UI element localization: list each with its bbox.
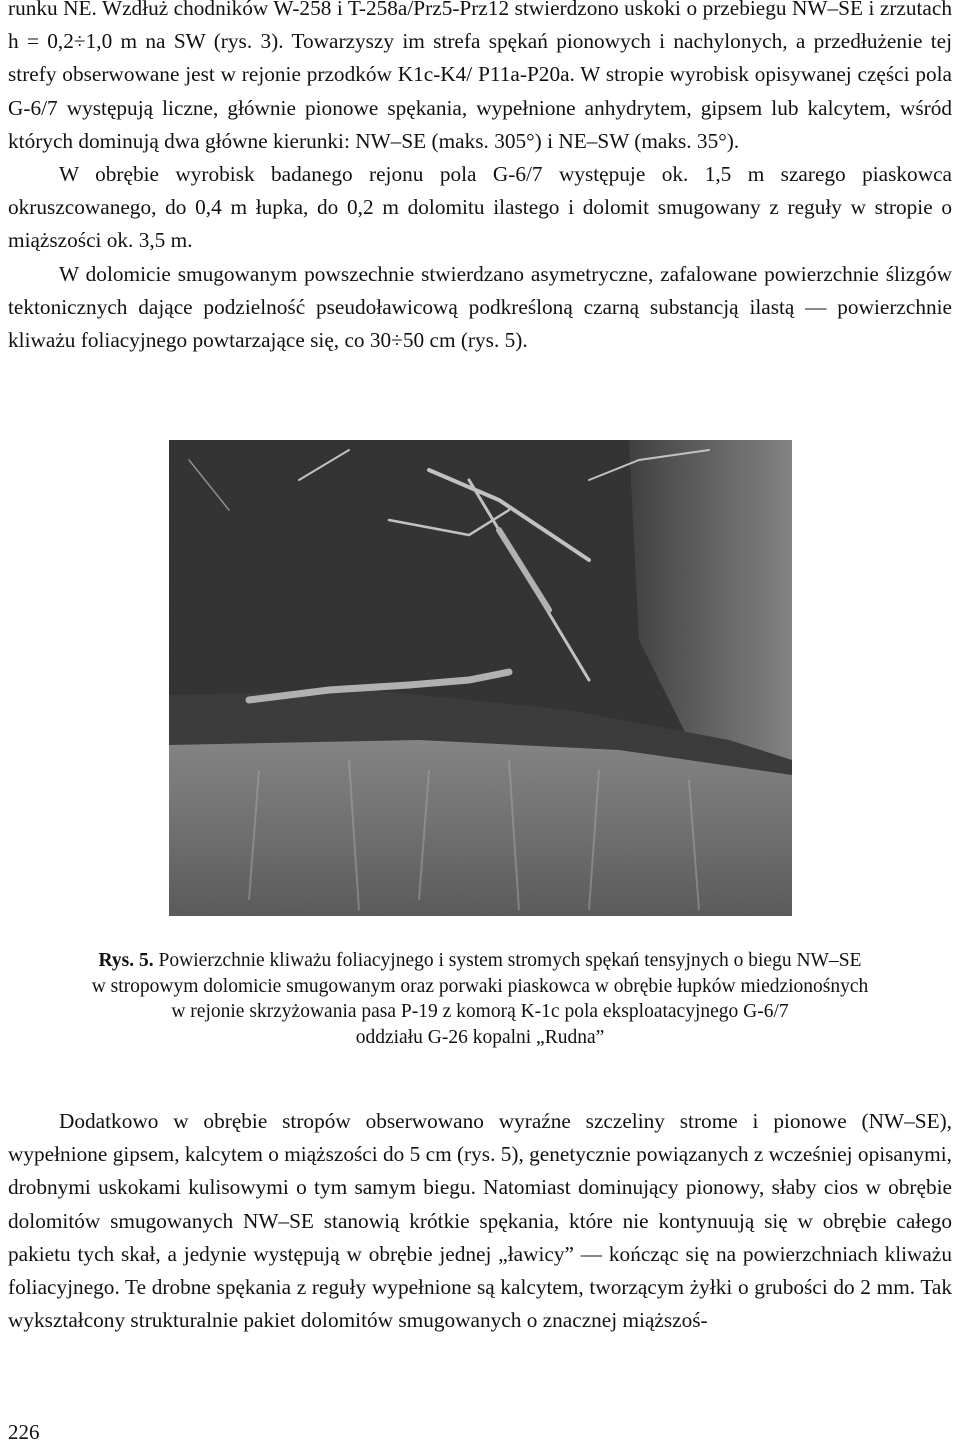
text-line: dwa główne kierunki: NW–SE (maks. 305°) i NE–SW (maks. 35°).	[164, 128, 740, 153]
page-number: 226	[8, 1420, 40, 1444]
text-block-bottom	[8, 1105, 952, 1337]
text-line: pionowe spękania, wypełnione anhydrytem, gipsem lub kalcytem, wśród których dominują	[8, 95, 952, 153]
paragraph: W dolomicie smugowanym powszechnie stwierdzano asymetryczne, zafalowane powierzchnie ślizgów tektonicznych dające podzielność pseudoławicową podkreśloną czarną substancją ilastą — powierzchnie kliważu foliacyjnego powtarzające się, co 30÷50 cm (rys. 5).	[8, 261, 952, 353]
caption-line: Powierzchnie kliważu foliacyjnego i system stromych spękań tensyjnych o biegu NW–SE	[158, 950, 862, 971]
text-block-top	[8, 0, 952, 357]
paragraph: W obrębie wyrobisk badanego rejonu pola G-6/7 występuje ok. 1,5 m szarego piaskowca okruszcowanego, do 0,4 m łupka, do 0,2 m dolomitu ilastego i dolomit smugowany z reguły w stropie o miąższości ok. 3,5 m.	[8, 162, 952, 253]
text-line: runku NE. Wzdłuż chodników W-258 i T-258a/Prz5-Prz12 stwierdzono uskoki o przebiegu	[8, 0, 787, 20]
paragraph-continued	[8, 0, 952, 158]
rock-photo-graphic	[169, 440, 792, 916]
figure-caption	[8, 948, 952, 1050]
text-line: i nachylonych, a przedłużenie tej strefy obserwowane jest w rejonie przodków K1c-K4/	[8, 29, 953, 87]
caption-line: w rejonie skrzyżowania pasa P-19 z komorą K-1c pola eksploatacyjnego G-6/7	[171, 1001, 789, 1023]
caption-line: w stropowym dolomicie smugowanym oraz porwaki piaskowca w obrębie łupków miedzionośnych	[91, 975, 869, 997]
paragraph: Dodatkowo w obrębie stropów obserwowano wyraźne szczeliny strome i pionowe (NW–SE), wypełnione gipsem, kalcytem o miąższości do 5 cm (rys. 5), genetycznie powiązanych z wcześniej opisanymi, drobnymi uskokami kulisowymi o tym samym biegu. Natomiast dominujący pionowy, słaby cios w obrębie dolomitów smugowanych NW–SE stanowią krótkie spękania, które nie kontynuują się w obrębie całego pakietu tych skał, a jedynie występują w obrębie jednej „ławicy” — kończąc się na powierzchniach kliważu foliacyjnego. Te drobne spękania z reguły wypełnione są kalcytem, tworzącym żyłki o grubości do 2 mm. Tak wykształcony strukturalnie pakiet dolomitów smugowanych o znacznej miąższoś-	[8, 1109, 952, 1333]
text-line: NW–SE i zrzutach h = 0,2÷1,0 m na SW (rys. 3). Towarzyszy im strefa spękań pionowych	[8, 0, 952, 54]
text-line: P11a-P20a. W stropie wyrobisk opisywanej części pola G-6/7 występują liczne, głównie	[8, 62, 953, 120]
figure-photo	[169, 440, 792, 916]
figure-label: Rys. 5.	[98, 950, 154, 971]
caption-line: oddziału G-26 kopalni „Rudna”	[355, 1026, 605, 1048]
